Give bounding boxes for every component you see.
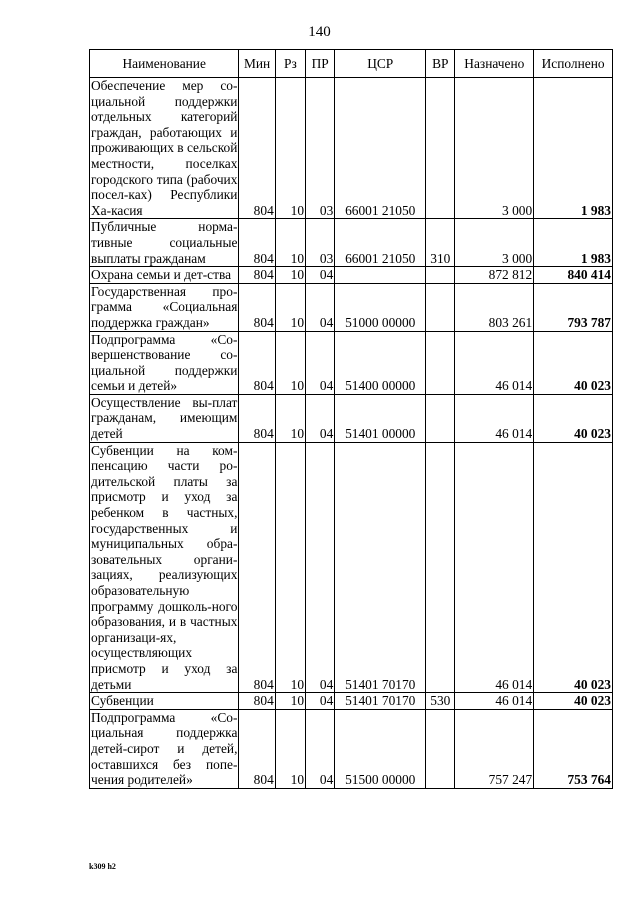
row-rz: 10	[275, 709, 305, 788]
row-executed: 40 023	[534, 394, 613, 442]
table-row	[90, 283, 613, 331]
row-name: Осуществление вы-плат гражданам, имеющим детей	[91, 394, 238, 442]
table-header-row	[90, 50, 613, 78]
row-pr: 04	[306, 331, 335, 394]
row-min: 804	[239, 283, 275, 331]
row-csr: 51401 70170	[335, 693, 426, 710]
row-csr: 66001 21050	[335, 219, 426, 267]
column-header-assigned: Назначено	[455, 50, 534, 78]
row-vr: 310	[426, 219, 455, 267]
table-row	[90, 267, 613, 284]
column-header-min: Мин	[239, 50, 275, 78]
row-min: 804	[239, 693, 275, 710]
row-pr: 03	[306, 219, 335, 267]
column-header-executed: Исполнено	[534, 50, 613, 78]
row-pr: 03	[306, 78, 335, 219]
column-header-vr: ВР	[426, 50, 455, 78]
row-vr	[426, 394, 455, 442]
row-assigned: 46 014	[455, 331, 534, 394]
row-executed: 40 023	[534, 693, 613, 710]
row-rz: 10	[275, 442, 305, 693]
row-pr: 04	[306, 267, 335, 284]
row-min: 804	[239, 331, 275, 394]
row-assigned: 46 014	[455, 693, 534, 710]
row-csr	[335, 267, 426, 284]
table-row	[90, 709, 613, 788]
row-csr: 66001 21050	[335, 78, 426, 219]
row-min: 804	[239, 219, 275, 267]
row-name: Публичные норма-тивные социальные выплаты гражданам	[91, 219, 238, 266]
row-csr: 51401 00000	[335, 394, 426, 442]
table-row	[90, 331, 613, 394]
row-min: 804	[239, 394, 275, 442]
row-assigned: 46 014	[455, 442, 534, 693]
row-executed: 793 787	[534, 283, 613, 331]
table-row	[90, 394, 613, 442]
row-name: Подпрограмма «Со-циальная поддержка детей-сирот и детей, оставшихся без попе-чения родителей»	[91, 709, 238, 788]
row-rz: 10	[275, 394, 305, 442]
row-pr: 04	[306, 394, 335, 442]
row-executed: 40 023	[534, 442, 613, 693]
row-csr: 51500 00000	[335, 709, 426, 788]
row-vr	[426, 267, 455, 284]
row-assigned: 3 000	[455, 219, 534, 267]
table-row	[90, 693, 613, 710]
row-assigned: 3 000	[455, 78, 534, 219]
row-executed: 840 414	[534, 267, 613, 284]
row-assigned: 46 014	[455, 394, 534, 442]
row-executed: 1 983	[534, 219, 613, 267]
row-assigned: 757 247	[455, 709, 534, 788]
row-rz: 10	[275, 267, 305, 284]
row-name: Подпрограмма «Со-вершенствование со-циальной поддержки семьи и детей»	[91, 331, 238, 394]
row-rz: 10	[275, 693, 305, 710]
row-min: 804	[239, 78, 275, 219]
table-row	[90, 219, 613, 267]
footer-code: k309 h2	[89, 862, 116, 871]
row-assigned: 872 812	[455, 267, 534, 284]
column-header-name: Наименование	[90, 50, 239, 78]
table-row	[90, 442, 613, 693]
column-header-csr: ЦСР	[335, 50, 426, 78]
row-vr	[426, 78, 455, 219]
row-csr: 51400 00000	[335, 331, 426, 394]
row-pr: 04	[306, 709, 335, 788]
row-name: Государственная про-грамма «Социальная поддержка граждан»	[91, 283, 238, 330]
row-name: Субвенции	[90, 693, 239, 710]
row-assigned: 803 261	[455, 283, 534, 331]
row-name: Охрана семьи и дет-ства	[90, 267, 239, 284]
column-header-pr: ПР	[306, 50, 335, 78]
table-row	[90, 78, 613, 219]
row-vr	[426, 331, 455, 394]
row-csr: 51000 00000	[335, 283, 426, 331]
row-vr	[426, 709, 455, 788]
row-min: 804	[239, 442, 275, 693]
row-name: Обеспечение мер со-циальной поддержки отдельных категорий граждан, работающих и проживающих в сельской местности, поселках городского типа (рабочих посел-ках) Республики Ха-касия	[91, 78, 238, 218]
page-number: 140	[308, 24, 331, 40]
row-rz: 10	[275, 283, 305, 331]
row-pr: 04	[306, 693, 335, 710]
row-executed: 1 983	[534, 78, 613, 219]
row-name: Субвенции на ком-пенсацию части ро-дительской платы за присмотр и уход за ребенком в частных, государственных и муниципальных обра-зовательных органи-зациях, реализующих образовательную программу дошколь-ного образования, и в частных организаци-ях, осуществляющих присмотр и уход за детьми	[91, 442, 238, 692]
row-vr	[426, 442, 455, 693]
row-executed: 753 764	[534, 709, 613, 788]
row-vr: 530	[426, 693, 455, 710]
row-min: 804	[239, 709, 275, 788]
row-rz: 10	[275, 331, 305, 394]
row-pr: 04	[306, 283, 335, 331]
column-header-rz: Рз	[275, 50, 305, 78]
budget-table	[89, 49, 613, 789]
row-vr	[426, 283, 455, 331]
row-csr: 51401 70170	[335, 442, 426, 693]
row-executed: 40 023	[534, 331, 613, 394]
row-rz: 10	[275, 219, 305, 267]
row-rz: 10	[275, 78, 305, 219]
row-pr: 04	[306, 442, 335, 693]
row-min: 804	[239, 267, 275, 284]
